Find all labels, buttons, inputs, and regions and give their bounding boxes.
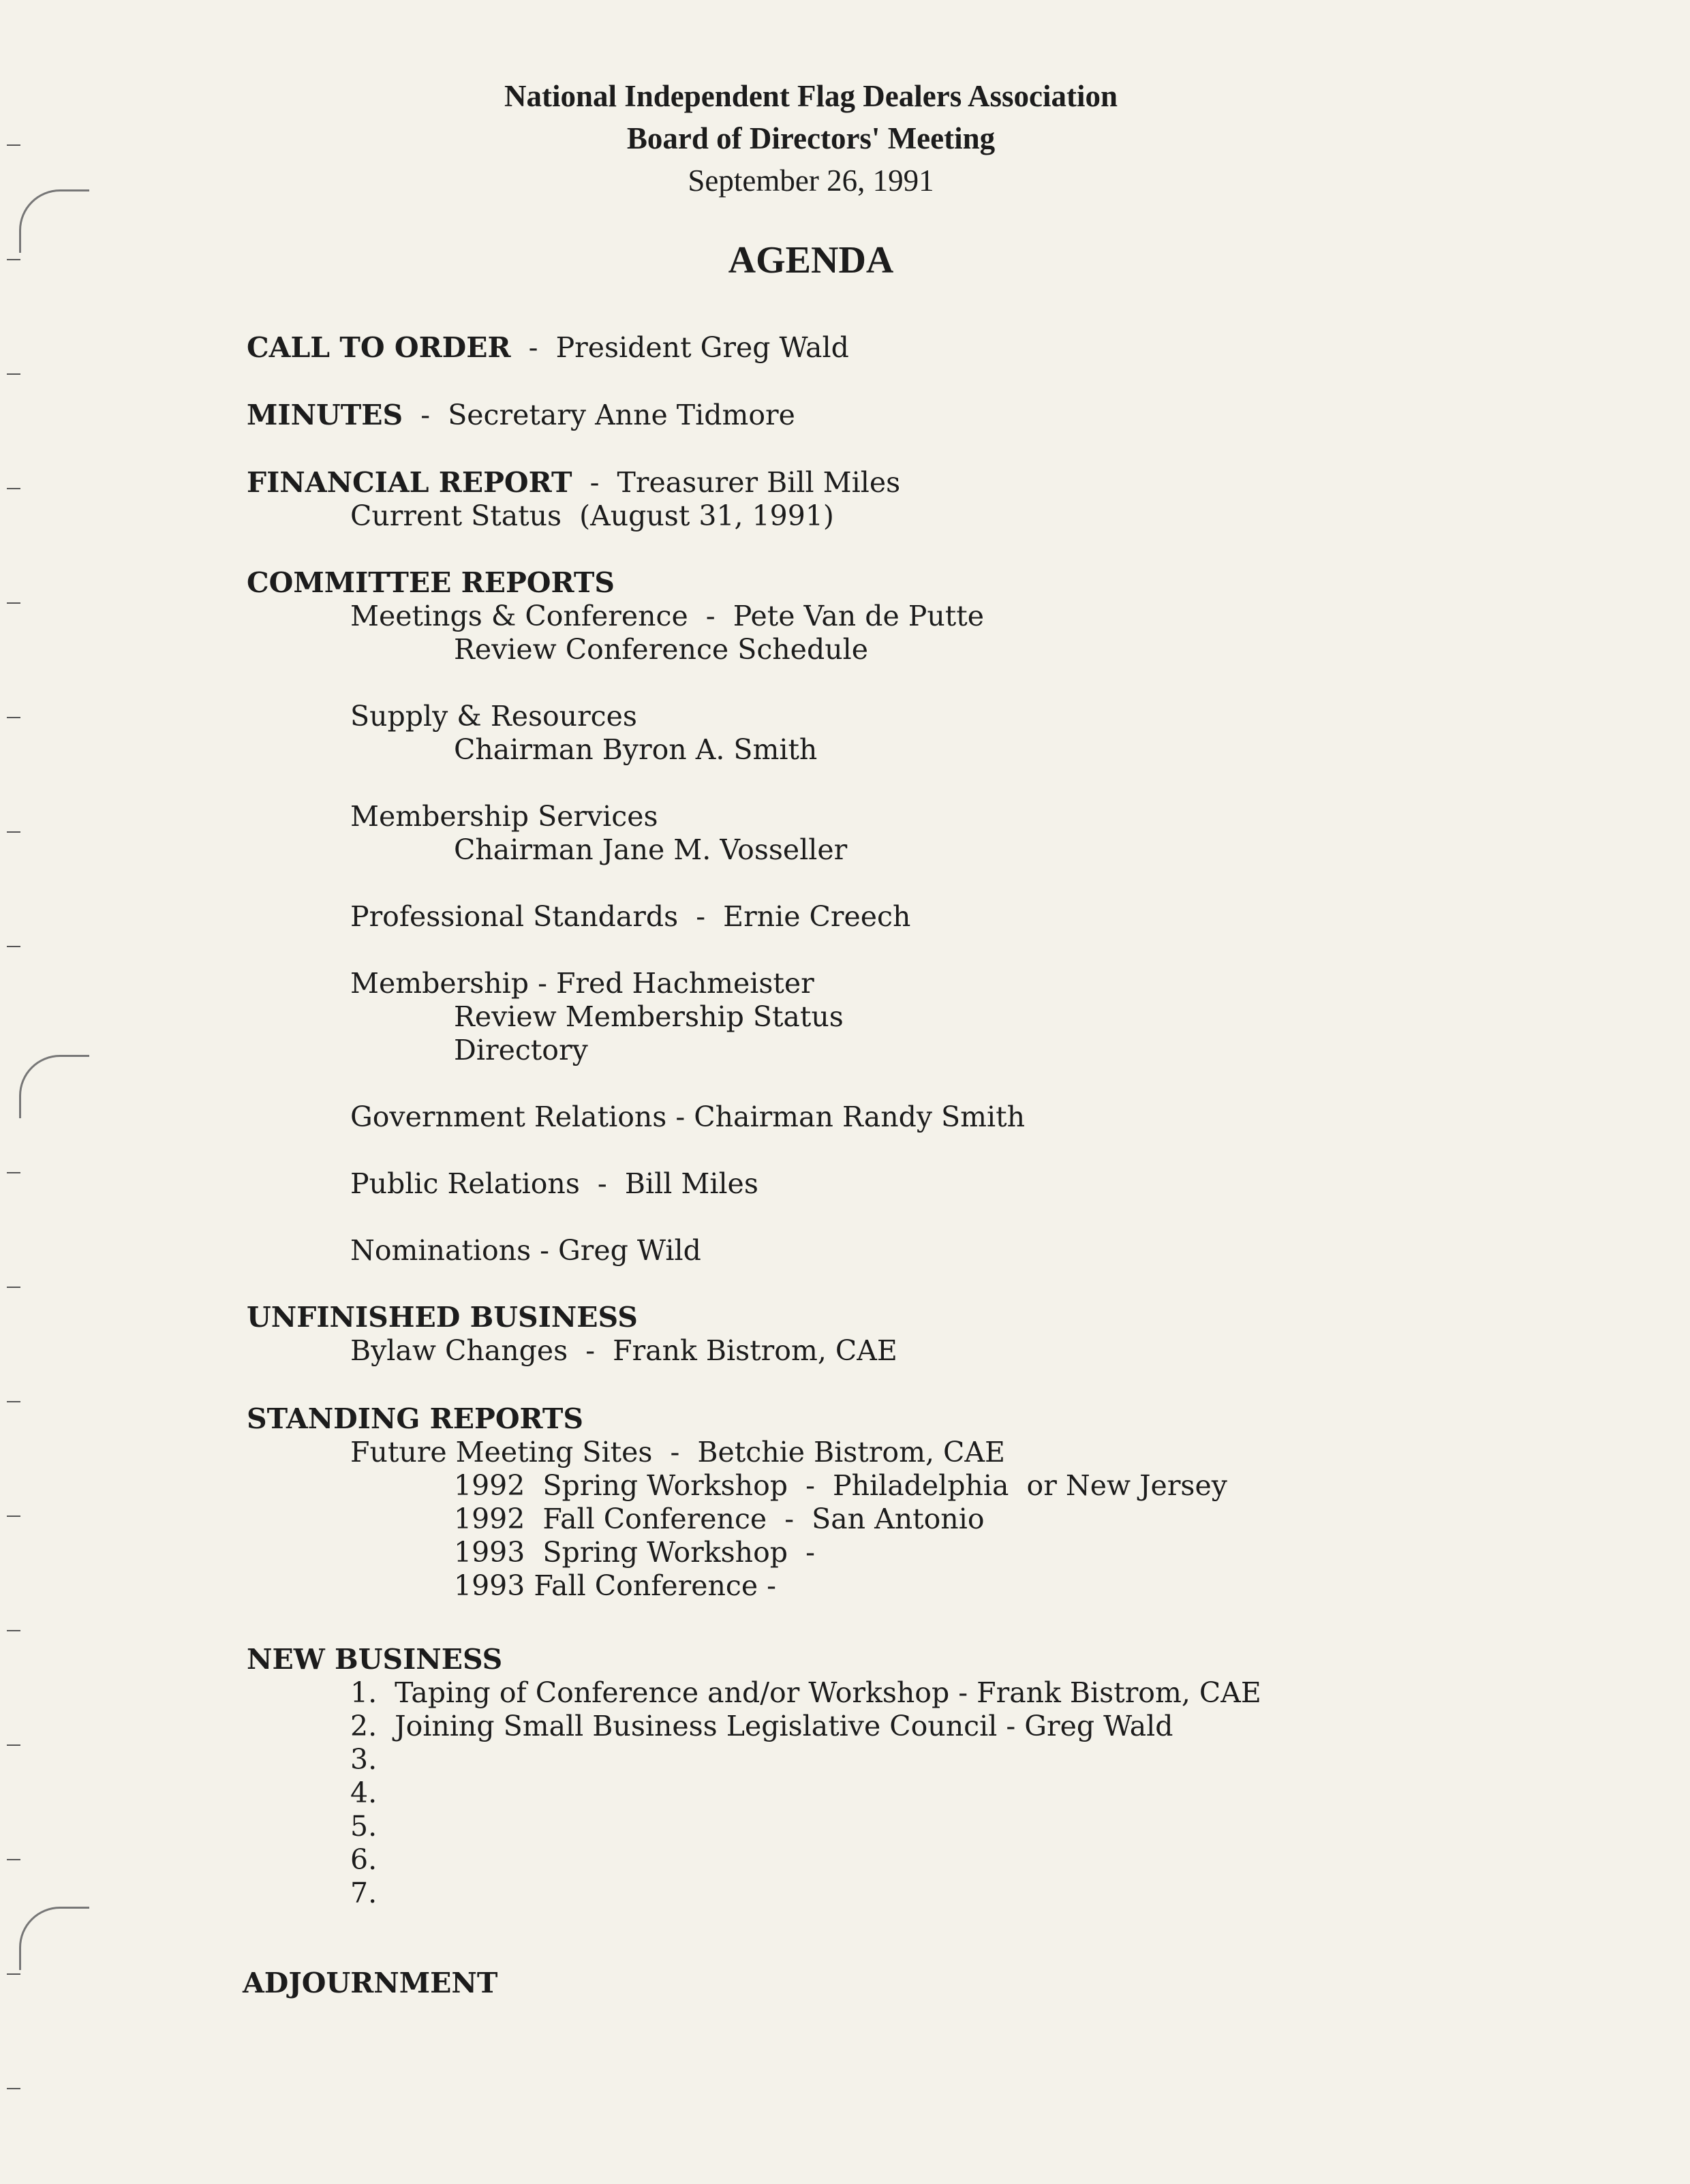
meetings-conference-item: Meetings & Conference - Pete Van de Putte: [350, 600, 984, 632]
meeting-date: September 26, 1991: [688, 164, 934, 198]
professional-standards-item: Professional Standards - Ernie Creech: [350, 900, 911, 933]
margin-tick: [7, 2088, 20, 2089]
meeting-site-item: 1993 Fall Conference -: [454, 1569, 777, 1602]
financial-report-sub: Current Status (August 31, 1991): [350, 499, 834, 532]
separator: -: [528, 331, 538, 364]
minutes-line: [247, 398, 795, 432]
standing-reports-label: STANDING REPORTS: [247, 1402, 584, 1435]
punch-hole: [19, 1055, 89, 1118]
new-business-item: 3.: [350, 1743, 378, 1776]
minutes-detail: Secretary Anne Tidmore: [448, 399, 795, 431]
punch-hole: [19, 1907, 89, 1970]
committee-reports-label: COMMITTEE REPORTS: [247, 566, 615, 599]
margin-tick: [7, 1859, 20, 1860]
new-business-item: 5.: [350, 1810, 378, 1843]
margin-tick: [7, 831, 20, 833]
membership-services-item: Membership Services: [350, 800, 658, 833]
organization-name: National Independent Flag Dealers Association: [504, 79, 1118, 113]
nominations-item: Nominations - Greg Wild: [350, 1234, 701, 1267]
margin-tick: [7, 373, 20, 375]
margin-tick: [7, 717, 20, 718]
margin-tick: [7, 1744, 20, 1746]
supply-resources-item: Supply & Resources: [350, 700, 637, 733]
membership-services-sub: Chairman Jane M. Vosseller: [454, 833, 848, 866]
separator: -: [420, 399, 431, 431]
margin-tick: [7, 602, 20, 604]
margin-tick: [7, 1287, 20, 1288]
margin-tick: [7, 1973, 20, 1975]
margin-tick: [7, 1172, 20, 1173]
bylaw-changes-item: Bylaw Changes - Frank Bistrom, CAE: [350, 1334, 897, 1367]
minutes-label: MINUTES: [247, 399, 403, 431]
adjournment-label: ADJOURNMENT: [243, 1967, 498, 1999]
membership-sub: Directory: [454, 1034, 588, 1066]
margin-tick: [7, 488, 20, 489]
supply-resources-sub: Chairman Byron A. Smith: [454, 733, 818, 766]
separator: -: [589, 466, 600, 499]
new-business-item: 4.: [350, 1777, 378, 1809]
call-to-order-label: CALL TO ORDER: [247, 331, 511, 364]
unfinished-business-label: UNFINISHED BUSINESS: [247, 1301, 638, 1334]
government-relations-item: Government Relations - Chairman Randy Smith: [350, 1101, 1026, 1133]
margin-tick: [7, 1516, 20, 1517]
new-business-item: 2. Joining Small Business Legislative Council - Greg Wald: [350, 1710, 1173, 1742]
meeting-site-item: 1993 Spring Workshop -: [454, 1536, 815, 1569]
margin-tick: [7, 1630, 20, 1631]
meeting-title: Board of Directors' Meeting: [626, 121, 996, 155]
financial-report-line: [247, 465, 900, 499]
public-relations-item: Public Relations - Bill Miles: [350, 1167, 758, 1200]
margin-tick: [7, 946, 20, 947]
financial-report-detail: Treasurer Bill Miles: [617, 466, 901, 499]
new-business-label: NEW BUSINESS: [247, 1643, 503, 1676]
future-meeting-sites-item: Future Meeting Sites - Betchie Bistrom, CAE: [350, 1436, 1005, 1468]
call-to-order-detail: President Greg Wald: [555, 331, 849, 364]
membership-sub: Review Membership Status: [454, 1000, 844, 1033]
new-business-item: 7.: [350, 1877, 378, 1909]
meeting-site-item: 1992 Fall Conference - San Antonio: [454, 1503, 985, 1535]
meetings-conference-sub: Review Conference Schedule: [454, 633, 868, 666]
financial-report-label: FINANCIAL REPORT: [247, 466, 572, 499]
agenda-title: AGENDA: [728, 239, 894, 281]
meeting-site-item: 1992 Spring Workshop - Philadelphia or New Jersey: [454, 1469, 1227, 1502]
document-header: [0, 75, 1622, 202]
margin-tick: [7, 1401, 20, 1402]
call-to-order-line: [247, 330, 849, 365]
membership-item: Membership - Fred Hachmeister: [350, 967, 814, 1000]
new-business-item: 1. Taping of Conference and/or Workshop - Frank Bistrom, CAE: [350, 1676, 1261, 1709]
new-business-item: 6.: [350, 1843, 378, 1876]
